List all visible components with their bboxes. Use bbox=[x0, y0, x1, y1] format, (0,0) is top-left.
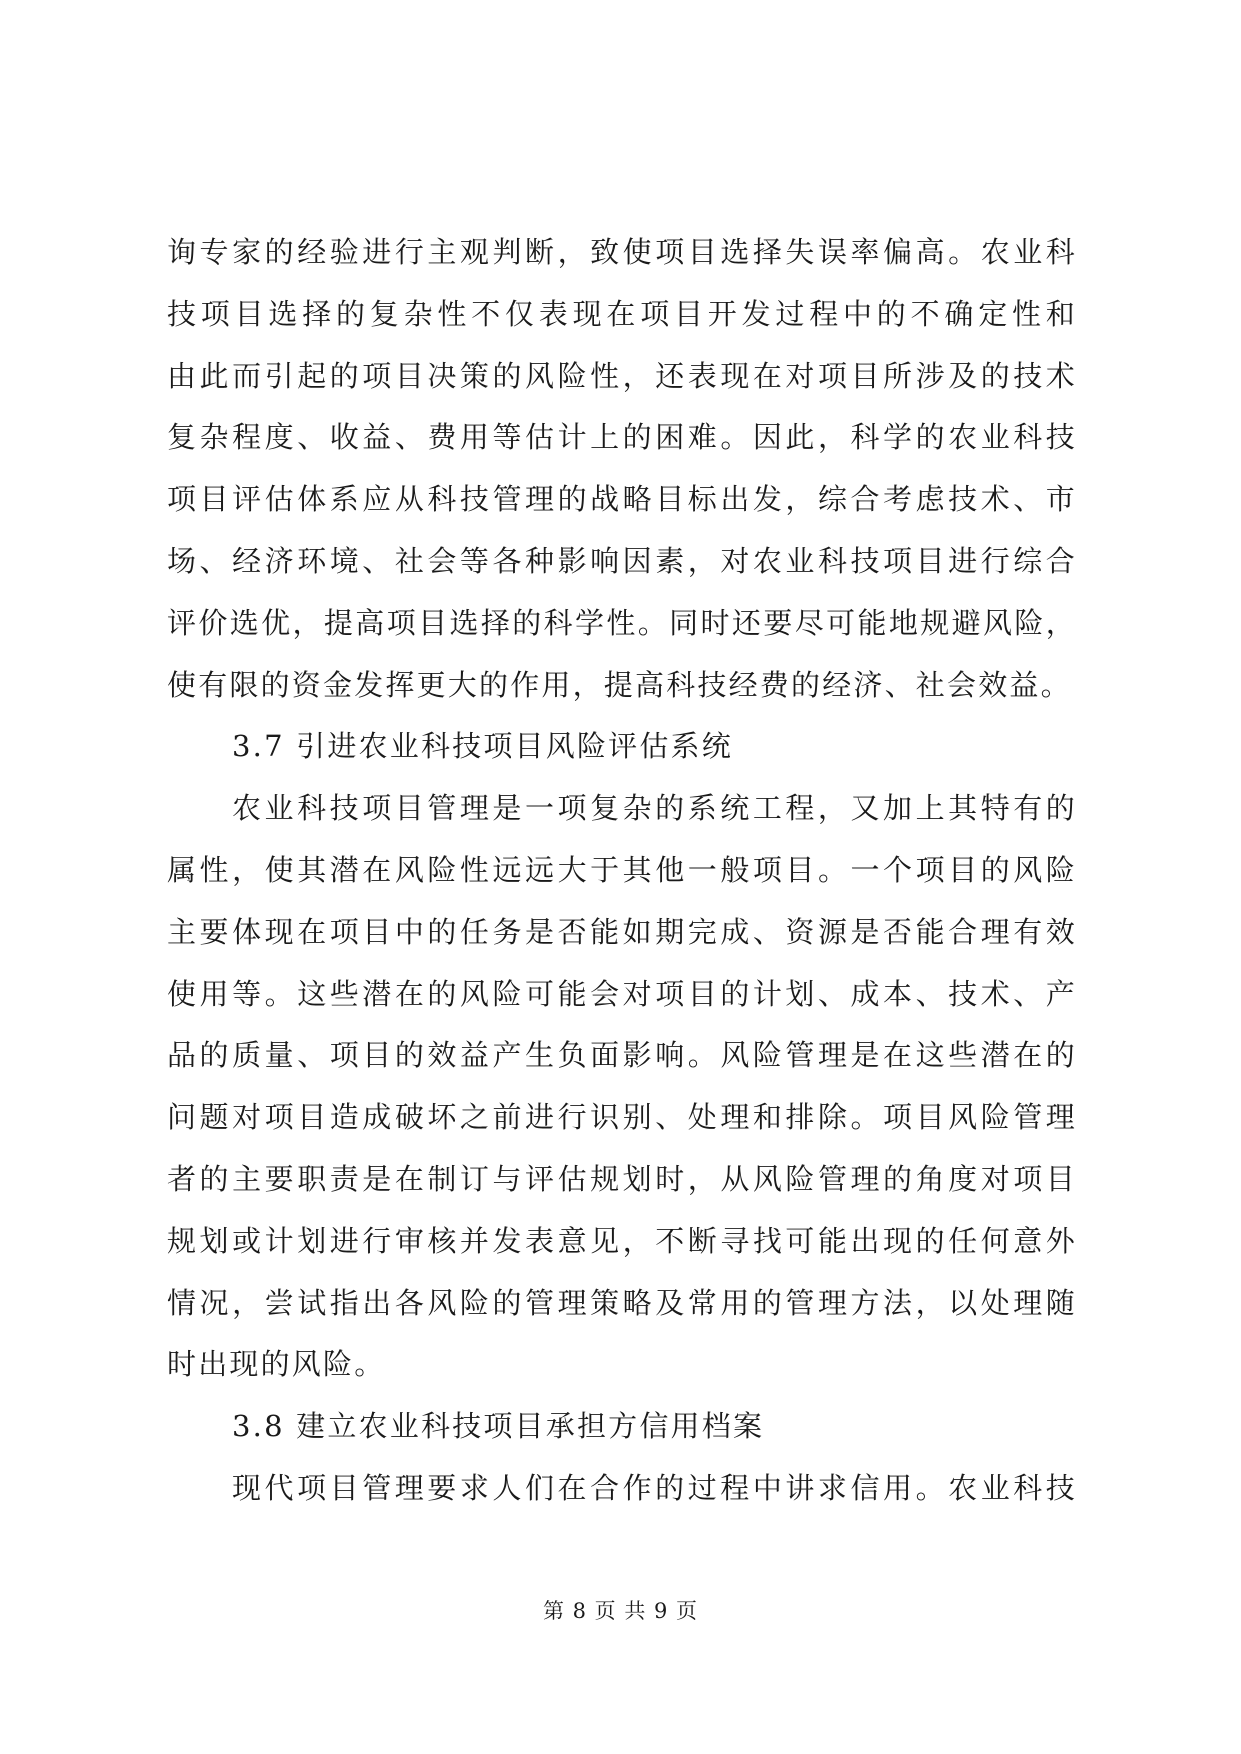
paragraph-line: 由此而引起的项目决策的风险性，还表现在对项目所涉及的技术 bbox=[167, 358, 1077, 393]
section-heading-3-7: 3.7 引进农业科技项目风险评估系统 bbox=[232, 729, 733, 764]
paragraph-line: 品的质量、项目的效益产生负面影响。风险管理是在这些潜在的 bbox=[167, 1038, 1077, 1073]
page-number-footer: 第 8 页 共 9 页 bbox=[542, 1599, 699, 1623]
paragraph-line: 问题对项目造成破坏之前进行识别、处理和排除。项目风险管理 bbox=[167, 1100, 1077, 1135]
paragraph-line: 询专家的经验进行主观判断，致使项目选择失误率偏高。农业科 bbox=[167, 235, 1077, 269]
paragraph-line: 使有限的资金发挥更大的作用，提高科技经费的经济、社会效益。 bbox=[167, 667, 1072, 702]
paragraph-line: 技项目选择的复杂性不仅表现在项目开发过程中的不确定性和 bbox=[167, 296, 1077, 331]
paragraph-line: 使用等。这些潜在的风险可能会对项目的计划、成本、技术、产 bbox=[167, 976, 1077, 1011]
paragraph-line: 属性，使其潜在风险性远远大于其他一般项目。一个项目的风险 bbox=[167, 852, 1077, 887]
paragraph-line: 复杂程度、收益、费用等估计上的困难。因此，科学的农业科技 bbox=[167, 420, 1077, 455]
paragraph-line: 情况，尝试指出各风险的管理策略及常用的管理方法，以处理随 bbox=[167, 1285, 1077, 1320]
section-heading-3-8: 3.8 建立农业科技项目承担方信用档案 bbox=[232, 1409, 765, 1444]
paragraph-line: 规划或计划进行审核并发表意见，不断寻找可能出现的任何意外 bbox=[167, 1223, 1077, 1258]
body-text bbox=[167, 222, 1077, 1520]
paragraph-line: 者的主要职责是在制订与评估规划时，从风险管理的角度对项目 bbox=[167, 1161, 1077, 1196]
paragraph-line: 时出现的风险。 bbox=[167, 1347, 386, 1382]
paragraph-line: 项目评估体系应从科技管理的战略目标出发，综合考虑技术、市 bbox=[167, 482, 1077, 517]
paragraph-line: 现代项目管理要求人们在合作的过程中讲求信用。农业科技 bbox=[232, 1470, 1077, 1505]
paragraph-line: 农业科技项目管理是一项复杂的系统工程，又加上其特有的 bbox=[232, 791, 1077, 826]
paragraph-line: 评价选优，提高项目选择的科学性。同时还要尽可能地规避风险， bbox=[167, 605, 1077, 640]
paragraph-line: 场、经济环境、社会等各种影响因素，对农业科技项目进行综合 bbox=[167, 543, 1077, 578]
paragraph-line: 主要体现在项目中的任务是否能如期完成、资源是否能合理有效 bbox=[167, 914, 1077, 949]
